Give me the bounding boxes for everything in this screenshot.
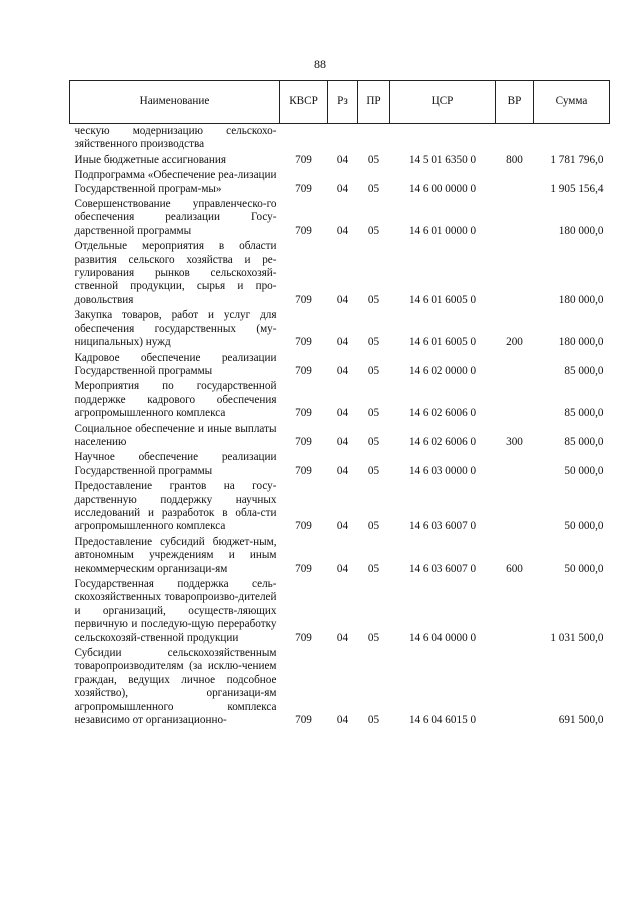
cell-csr: 14 6 01 6005 0 [408, 336, 477, 349]
cell-sum: 1 781 796,0 [550, 153, 604, 166]
table-row [70, 480, 610, 536]
cell-name: Подпрограмма «Обеспечение реа-лизации Государственной програм-мы» [74, 169, 277, 195]
cell-rz: 04 [336, 364, 349, 377]
cell-kvsr: 709 [295, 520, 312, 533]
header-pr: ПР [358, 81, 390, 124]
cell-vr [496, 451, 534, 480]
table-row [70, 578, 610, 647]
table-row [70, 647, 610, 729]
cell-vr: 600 [506, 562, 523, 575]
cell-name: Субсидии сельскохозяйственным товаропроизводителям (за исклю-чением граждан, ведущих личное подсобное хозяйство), организаци-ям агропромышленного комплекса независимо от организационно- [74, 647, 277, 727]
cell-rz [328, 124, 358, 154]
cell-name: Иные бюджетные ассигнования [74, 153, 226, 166]
cell-rz: 04 [336, 224, 349, 237]
table-row [70, 169, 610, 198]
cell-kvsr [280, 124, 328, 154]
cell-sum: 180 000,0 [558, 224, 604, 237]
cell-csr: 14 6 01 6005 0 [408, 293, 477, 306]
cell-sum: 85 000,0 [564, 435, 604, 448]
cell-vr [496, 240, 534, 309]
cell-sum: 85 000,0 [564, 407, 604, 420]
cell-sum: 180 000,0 [558, 336, 604, 349]
cell-sum: 50 000,0 [564, 562, 604, 575]
cell-rz: 04 [336, 407, 349, 420]
cell-vr [496, 480, 534, 536]
cell-name: Государственная поддержка сель-скохозяйственных товаропроизво-дителей и организаций, осуществ-ляющих первичную и последую-щую переработку сельскохозяй-ственной продукции [74, 578, 277, 644]
cell-rz: 04 [336, 293, 349, 306]
cell-name: Научное обеспечение реализации Государственной программы [74, 451, 277, 477]
cell-pr: 05 [367, 464, 380, 477]
cell-name: Совершенствование управленческо-го обеспечения реализации Госу-дарственной программы [74, 198, 277, 237]
cell-kvsr: 709 [295, 464, 312, 477]
cell-kvsr: 709 [295, 336, 312, 349]
table-row [70, 240, 610, 309]
table-row [70, 198, 610, 240]
table-row [70, 154, 610, 169]
cell-rz: 04 [336, 714, 349, 727]
header-rz: Рз [328, 81, 358, 124]
cell-csr: 14 6 03 6007 0 [408, 520, 477, 533]
cell-pr: 05 [367, 336, 380, 349]
cell-rz: 04 [336, 182, 349, 195]
header-kvsr: КВСР [280, 81, 328, 124]
cell-csr: 14 6 02 6006 0 [408, 407, 477, 420]
table-header [70, 81, 610, 124]
cell-pr [358, 124, 390, 154]
cell-sum: 180 000,0 [558, 293, 604, 306]
cell-pr: 05 [367, 182, 380, 195]
cell-vr [496, 124, 534, 154]
table-row [70, 124, 610, 154]
cell-csr: 14 6 04 0000 0 [408, 631, 477, 644]
cell-vr [496, 352, 534, 381]
cell-rz: 04 [336, 520, 349, 533]
cell-kvsr: 709 [295, 435, 312, 448]
cell-kvsr: 709 [295, 407, 312, 420]
cell-kvsr: 709 [295, 562, 312, 575]
cell-csr: 14 6 03 0000 0 [408, 464, 477, 477]
cell-sum: 50 000,0 [564, 520, 604, 533]
cell-sum: 1 905 156,4 [550, 182, 604, 195]
cell-vr [496, 578, 534, 647]
cell-kvsr: 709 [295, 153, 312, 166]
cell-vr: 300 [506, 435, 523, 448]
cell-rz: 04 [336, 631, 349, 644]
cell-name: ческую модернизацию сельскохо-зяйственного производства [74, 125, 277, 151]
cell-name: Кадровое обеспечение реализации Государственной программы [74, 351, 277, 377]
cell-name: Предоставление грантов на госу-дарственную поддержку научных исследований и разработок в обла-сти агропромышленного комплекса [74, 480, 277, 533]
cell-pr: 05 [367, 435, 380, 448]
cell-name: Мероприятия по государственной поддержке кадрового обеспечения агропромышленного комплекса [74, 380, 277, 420]
cell-name: Закупка товаров, работ и услуг для обеспечения государственных (му-ниципальных) нужд [74, 309, 277, 349]
cell-rz: 04 [336, 336, 349, 349]
budget-table [69, 80, 610, 729]
cell-pr: 05 [367, 153, 380, 166]
cell-csr: 14 6 02 0000 0 [408, 364, 477, 377]
cell-vr [496, 647, 534, 729]
table-row [70, 536, 610, 578]
cell-kvsr: 709 [295, 293, 312, 306]
table-row [70, 380, 610, 422]
cell-csr: 14 5 01 6350 0 [408, 153, 477, 166]
cell-kvsr: 709 [295, 364, 312, 377]
cell-vr [496, 198, 534, 240]
cell-sum [534, 124, 610, 154]
cell-csr [390, 124, 496, 154]
header-csr: ЦСР [390, 81, 496, 124]
cell-sum: 691 500,0 [558, 714, 604, 727]
cell-pr: 05 [367, 224, 380, 237]
table-row [70, 309, 610, 351]
cell-rz: 04 [336, 464, 349, 477]
page-number: 88 [314, 57, 326, 71]
cell-pr: 05 [367, 364, 380, 377]
cell-sum: 85 000,0 [564, 364, 604, 377]
header-vr: ВР [496, 81, 534, 124]
cell-pr: 05 [367, 520, 380, 533]
header-name: Наименование [70, 81, 280, 124]
cell-vr: 200 [506, 336, 523, 349]
cell-name: Предоставление субсидий бюджет-ным, автономным учреждениям и иным некоммерческим организаци-ям [74, 535, 277, 575]
cell-vr [496, 169, 534, 198]
cell-csr: 14 6 00 0000 0 [408, 182, 477, 195]
cell-kvsr: 709 [295, 182, 312, 195]
cell-pr: 05 [367, 562, 380, 575]
cell-pr: 05 [367, 407, 380, 420]
cell-pr: 05 [367, 714, 380, 727]
table-row [70, 352, 610, 381]
header-sum: Сумма [534, 81, 610, 124]
cell-kvsr: 709 [295, 631, 312, 644]
cell-rz: 04 [336, 435, 349, 448]
cell-name: Отдельные мероприятия в области развития сельского хозяйства и ре-гулирования рынков сельскохозяй-ственной продукции, сырья и про-довольствия [74, 240, 277, 306]
cell-sum: 50 000,0 [564, 464, 604, 477]
cell-csr: 14 6 03 6007 0 [408, 562, 477, 575]
cell-pr: 05 [367, 631, 380, 644]
cell-rz: 04 [336, 562, 349, 575]
cell-csr: 14 6 02 6006 0 [408, 435, 477, 448]
table-row [70, 451, 610, 480]
cell-pr: 05 [367, 293, 380, 306]
table-row [70, 423, 610, 452]
cell-kvsr: 709 [295, 714, 312, 727]
table-body [70, 124, 610, 730]
cell-vr [496, 380, 534, 422]
cell-csr: 14 6 04 6015 0 [408, 714, 477, 727]
cell-sum: 1 031 500,0 [550, 631, 604, 644]
cell-vr: 800 [506, 153, 523, 166]
cell-csr: 14 6 01 0000 0 [408, 224, 477, 237]
cell-rz: 04 [336, 153, 349, 166]
cell-kvsr: 709 [295, 224, 312, 237]
cell-name: Социальное обеспечение и иные выплаты населению [74, 422, 277, 448]
